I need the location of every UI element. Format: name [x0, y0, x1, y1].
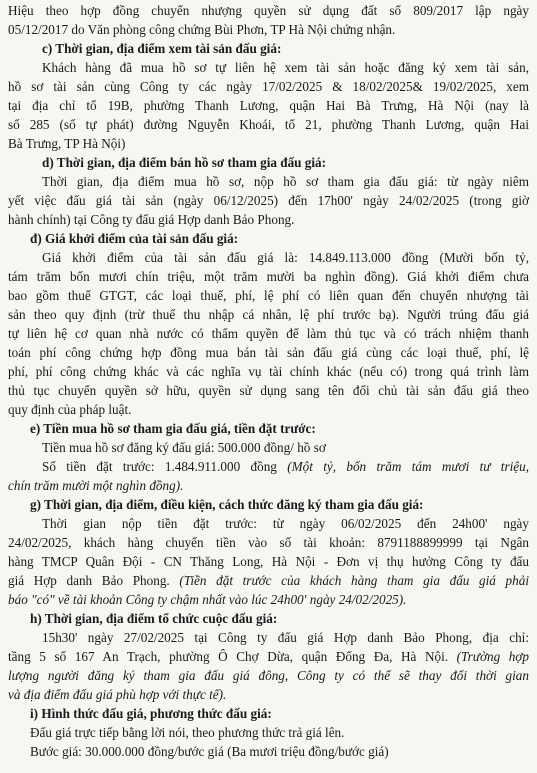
section-heading-h: h) Thời gian, địa điểm tổ chức cuộc đấu giá: — [30, 611, 278, 626]
body-text-line: 24/02/2025, khách hàng chuyển tiền vào số tài khoản: 8791188899999 tại Ngân — [8, 535, 529, 550]
body-text-line: Khách hàng đã mua hồ sơ tự liên hệ xem tài sản hoặc đăng ký xem tài sản, — [42, 60, 529, 75]
body-text-line: sản theo quy định (trừ thuế thu nhập cá nhân, lệ phí trước bạ). Người trúng đấu giá — [8, 307, 529, 322]
body-text-line: tại địa chỉ tổ 19B, phường Thanh Lương, quận Hai Bà Trưng, Hà Nội (nay là — [8, 98, 529, 113]
section-heading-c: c) Thời gian, địa điểm xem tài sản đấu giá: — [42, 41, 282, 56]
body-text-line: bao gồm thuế GTGT, các loại thuế, phí, lệ phí có liên quan đến chuyển nhượng tài — [8, 288, 529, 303]
body-text-line: báo "có" về tài khoản Công ty chậm nhất vào lúc 24h00' ngày 24/02/2025). — [8, 592, 407, 607]
beneficiary-text: giá Hợp danh Bảo Phong. — [8, 573, 170, 588]
body-text-line: số 285 (số tự phát) đường Nguyễn Khoái, tổ 21, phường Thanh Lương, quận Hai — [8, 117, 529, 132]
deposit-note: (Tiền đặt trước của khách hàng tham gia đấu giá phải — [169, 573, 529, 588]
auction-note-start: (Trường hợp — [448, 649, 529, 664]
body-text-line — [8, 572, 529, 589]
body-text-line: 15h30' ngày 27/02/2025 tại Công ty đấu giá Hợp danh Bảo Phong, địa chỉ: — [42, 630, 529, 645]
body-text-line: Thời gian, địa điểm mua hồ sơ, nộp hồ sơ tham gia đấu giá: từ ngày niêm — [42, 174, 529, 189]
body-text-line: Bước giá: 30.000.000 đồng/bước giá (Ba mươi triệu đồng/bước giá) — [30, 744, 389, 759]
section-heading-dd: đ) Giá khởi điểm của tài sản đấu giá: — [30, 231, 239, 246]
section-heading-d: d) Thời gian, địa điểm bán hồ sơ tham gia đấu giá: — [42, 155, 327, 170]
body-text-line: Bà Trưng, TP Hà Nội) — [8, 136, 126, 151]
body-text-line: Tiền mua hồ sơ đăng ký đấu giá: 500.000 đồng/ hồ sơ — [42, 440, 326, 455]
section-heading-e: e) Tiền mua hồ sơ tham gia đấu giá, tiền đặt trước: — [30, 421, 316, 436]
deposit-amount-words: (Một tỷ, bốn trăm tám mươi tư triệu, — [276, 459, 529, 474]
body-text-line: quy định của pháp luật. — [8, 402, 132, 417]
body-text-line: tự liên hệ cơ quan nhà nước có thẩm quyền để làm thủ tục và có trách nhiệm thanh — [8, 326, 529, 341]
section-heading-i: i) Hình thức đấu giá, phương thức đấu giá: — [30, 706, 272, 721]
body-text-line: hành chính) tại Công ty đấu giá Hợp danh Bảo Phong. — [8, 212, 295, 227]
body-text-line — [42, 458, 529, 475]
body-text-line: tám trăm bốn mươi chín triệu, một trăm mười ba nghìn đồng). Giá khởi điểm chưa — [8, 269, 529, 284]
body-text-line: phí, phí công chứng khác và các nghĩa vụ tài chính khác (nếu có) trong quá trình làm — [8, 364, 529, 379]
body-text-line: lượng người đăng ký tham gia đấu giá đông, Công ty có thể sẽ thay đổi thời gian — [8, 668, 529, 683]
body-text-line — [8, 648, 529, 665]
body-text-line: Hiệu theo hợp đồng chuyển nhượng quyền sử dụng đất số 809/2017 lập ngày — [8, 3, 529, 18]
body-text-line: yết việc đấu giá tài sản (ngày 06/12/2025) đến 17h00' ngày 24/02/2025 (trong giờ — [8, 193, 529, 208]
body-text-line: hàng TMCP Quân Đội - CN Thăng Long, Hà Nội - Đơn vị thụ hưởng Công ty đấu — [8, 554, 529, 569]
deposit-amount-text: Số tiền đặt trước: 1.484.911.000 đồng — [42, 459, 277, 474]
body-text-line: thủ tục chuyển quyền sở hữu, quyền sử dụng sang tên đổi chủ tài sản đấu giá theo — [8, 383, 529, 398]
body-text-line: hồ sơ tài sản cùng Công ty các ngày 17/02/2025 & 18/02/2025& 19/02/2025, xem — [8, 79, 529, 94]
body-text-line: Giá khởi điểm của tài sản đấu giá là: 14.849.113.000 đồng (Mười bốn tỷ, — [42, 250, 529, 265]
body-text-line: 05/12/2017 do Văn phòng công chứng Bùi Phơn, TP Hà Nội chứng nhận. — [8, 22, 396, 37]
body-text-line: Thời gian nộp tiền đặt trước: từ ngày 06/02/2025 đến 24h00' ngày — [42, 516, 529, 531]
auction-address-text: tầng 5 số 167 An Trạch, phường Ô Chợ Dừa, quận Đống Đa, Hà Nội. — [8, 649, 449, 664]
body-text-line: chín trăm mười một nghìn đồng). — [8, 478, 184, 493]
body-text-line: và địa điểm đấu giá phù hợp với thực tế). — [8, 687, 227, 702]
section-heading-g: g) Thời gian, địa điểm, điều kiện, cách thức đăng ký tham gia đấu giá: — [30, 497, 424, 512]
body-text-line: Đấu giá trực tiếp bằng lời nói, theo phương thức trả giá lên. — [30, 725, 345, 740]
body-text-line: toán phí công chứng hợp đồng mua bán tài sản đấu giá cùng các loại thuế, phí, lệ — [8, 345, 529, 360]
